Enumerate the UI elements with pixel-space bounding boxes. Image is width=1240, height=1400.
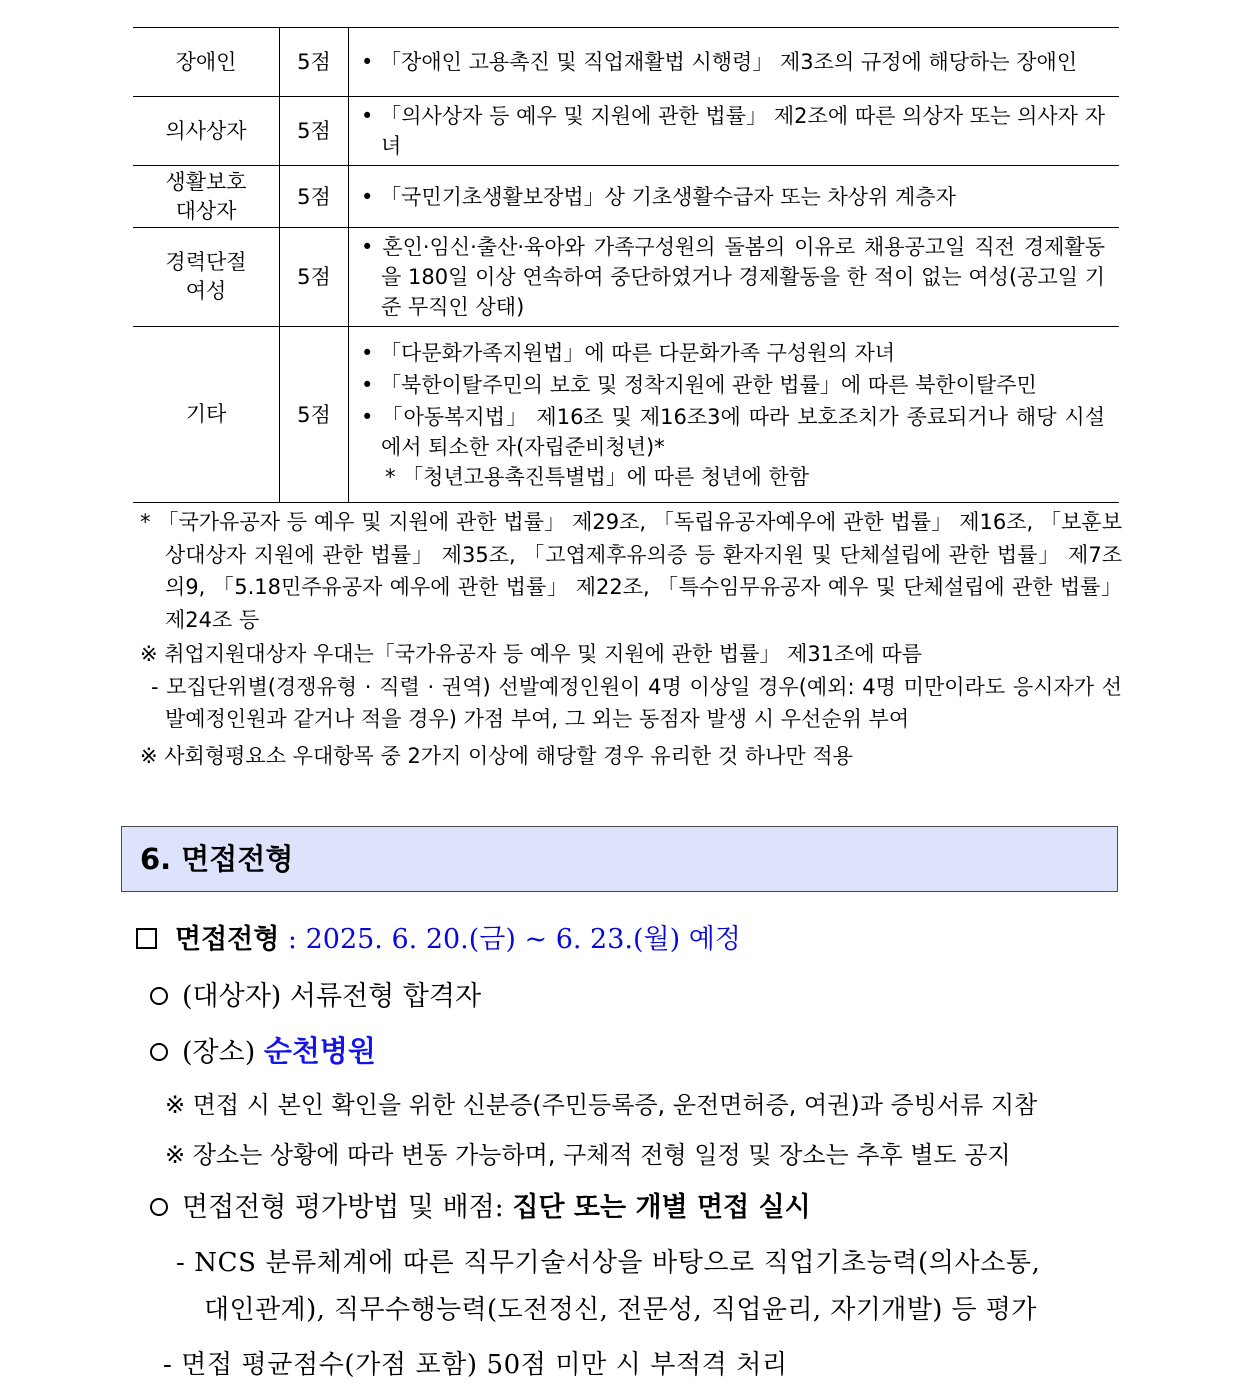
table-row [133,97,1119,166]
category-cell [133,327,280,503]
checkbox-icon [136,928,157,949]
criteria-item: • 「의사상자 등 예우 및 지원에 관한 법률」 제2조에 따른 의상자 또는 의사자 자녀 [361,104,1105,158]
criteria-item: • 「아동복지법」 제16조 및 제16조3에 따라 보호조치가 종료되거나 해당 시설에서 퇴소한 자(자립준비청년)* [361,404,1105,459]
score-cell: 5점 [280,228,349,327]
circle-bullet-icon [150,987,168,1005]
score-cell: 5점 [280,97,349,166]
criteria-item: • 「북한이탈주민의 보호 및 정착지원에 관한 법률」에 따른 북한이탈주민 [361,372,1037,397]
bonus-rule-note: - 모집단위별(경쟁유형 · 직렬 · 권역) 선발예정인원이 4명 이상일 경우(예외: 4명 미만이라도 응시자가 선발예정인원과 같거나 적을 경우) 가점 부여, 그 외는 동점자 발생 시 우선순위 부여 [151,674,1122,731]
preference-notes [140,506,1122,772]
table-row [133,28,1119,97]
criteria-cell [349,166,1120,228]
criteria-item: • 「국민기초생활보장법」상 기초생활수급자 또는 차상위 계층자 [361,184,956,209]
interview-date: 2025. 6. 20.(금) ~ 6. 23.(월) 예정 [305,924,741,955]
score-cell: 5점 [280,327,349,503]
place-label: (장소) [182,1037,264,1068]
score-cell: 5점 [280,28,349,97]
category-label: 장애인 [175,49,237,74]
preference-table [133,27,1119,503]
category-label: 대상자 [175,198,237,223]
category-cell [133,166,280,228]
table-row [133,327,1119,503]
law-reference-note: * 「국가유공자 등 예우 및 지원에 관한 법률」 제29조, 「독립유공자예우에 관한 법률」 제16조, 「보훈보상대상자 지원에 관한 법률」 제35조, 「고엽제후유의증 등 환자지원 및 단체설립에 관한 법률」 제7조의9, 「5.18민주유공자 예우에 관한 법률」 제22조, 「특수임무유공자 예우 및 단체설립에 관한 법률」 제24조 등 [140,510,1122,632]
ncs-line-2: 대인관계), 직무수행능력(도전정신, 전문성, 직업윤리, 자기개발) 등 평가 [204,1295,1037,1325]
score-cell: 5점 [280,166,349,228]
circle-bullet-icon [150,1043,168,1061]
place-line [150,1033,376,1071]
target-line [150,979,481,1015]
category-cell [133,228,280,327]
criteria-item: • 「다문화가족지원법」에 따른 다문화가족 구성원의 자녀 [361,340,896,365]
interview-title: 면접전형 [175,924,280,955]
interview-title-line [136,922,741,958]
method-label: 면접전형 평가방법 및 배점: [182,1192,513,1223]
criteria-cell [349,28,1120,97]
interview-target: (대상자) 서류전형 합격자 [182,981,482,1012]
table-row [133,166,1119,228]
category-cell [133,97,280,166]
criteria-item: • 「장애인 고용촉진 및 직업재활법 시행령」 제3조의 규정에 해당하는 장애인 [361,50,1078,74]
circle-bullet-icon [150,1198,168,1216]
category-label: 생활보호 [165,169,247,194]
category-cell [133,28,280,97]
category-label: 여성 [185,279,227,303]
category-label: 의사상자 [165,118,247,143]
criteria-footnote: * 「청년고용촉진특별법」에 따른 청년에 한함 [385,464,810,489]
section-header [121,826,1118,892]
criteria-item: • 혼인·임신·출산·육아와 가족구성원의 돌봄의 이유로 채용공고일 직전 경제활동을 180일 이상 연속하여 중단하였거나 경제활동을 한 적이 없는 여성(공고일 기준 무직인 상태) [361,235,1105,319]
section-title: 6. 면접전형 [140,842,294,876]
method-line [150,1190,811,1226]
place-change-note: ※ 장소는 상황에 따라 변동 가능하며, 구체적 전형 일정 및 장소는 추후 별도 공지 [165,1141,1011,1169]
title-separator: : [279,924,306,955]
social-equity-note: ※ 사회형평요소 우대항목 중 2가지 이상에 해당할 경우 유리한 것 하나만 적용 [140,743,853,768]
category-label: 경력단절 [165,250,247,274]
employment-support-note: ※ 취업지원대상자 우대는「국가유공자 등 예우 및 지원에 관한 법률」 제31조에 따름 [140,642,922,666]
criteria-cell [349,327,1120,503]
place-value: 순천병원 [263,1034,376,1068]
ncs-line-1: - NCS 분류체계에 따른 직무기술서상을 바탕으로 직업기초능력(의사소통, [176,1248,1041,1278]
table-row [133,228,1119,327]
criteria-cell [349,228,1120,327]
category-label: 기타 [185,402,227,426]
fail-rule: - 면접 평균점수(가점 포함) 50점 미만 시 부적격 처리 [163,1350,788,1380]
id-note: ※ 면접 시 본인 확인을 위한 신분증(주민등록증, 운전면허증, 여권)과 증빙서류 지참 [165,1091,1038,1119]
method-value: 집단 또는 개별 면접 실시 [512,1192,811,1223]
criteria-cell [349,97,1120,166]
